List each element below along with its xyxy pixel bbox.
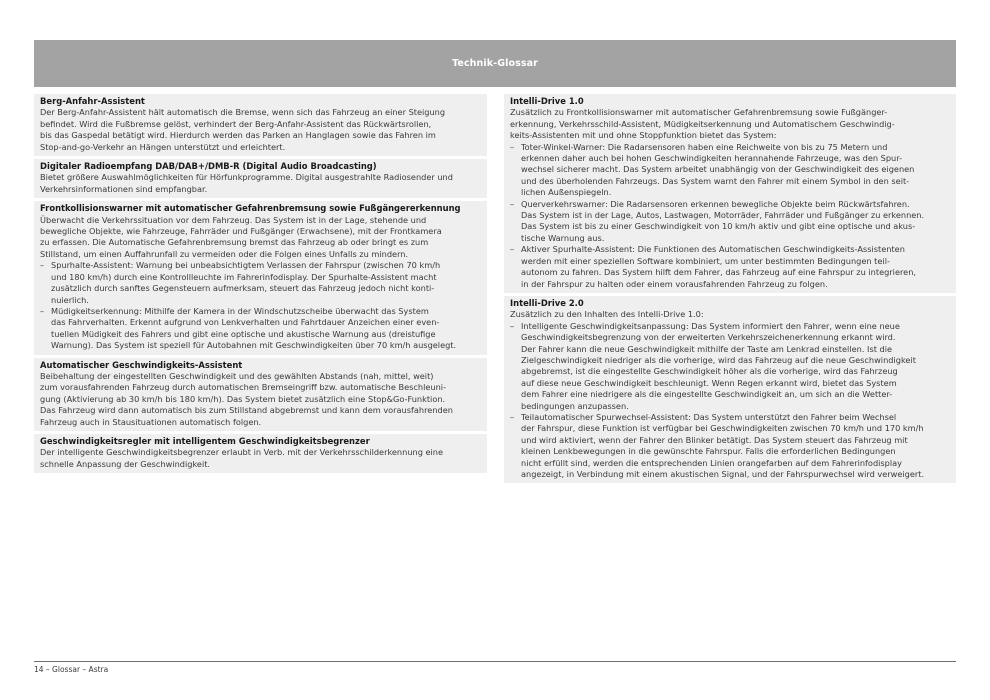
bullet-item — [510, 412, 950, 480]
bullet-text-line: zusätzlich durch sanftes Gegensteuern aufmerksam, steuert das Fahrzeug jedoch nicht konti- — [51, 283, 435, 294]
entry-title: Berg-Anfahr-Assistent — [40, 96, 145, 106]
bullet-text-line: und 180 km/h) durch eine Kontrollleuchte im Fahrerinfodisplay. Der Spurhalte-Assistent macht — [51, 271, 437, 282]
bullet-dash: – — [510, 141, 515, 152]
entry-text-line: Verkehrsinformationen sind empfangbar. — [40, 183, 208, 194]
bullet-text-line: Toter-Winkel-Warner: Die Radarsensoren haben eine Reichweite von bis zu 75 Metern und — [521, 141, 888, 152]
bullet-text — [521, 321, 950, 412]
entry-title: Automatischer Geschwindigkeits-Assistent — [40, 359, 243, 370]
bullet-text-line: Intelligente Geschwindigkeitsanpassung: Das System informiert den Fahrer, wenn eine neue — [521, 320, 900, 331]
right-column — [504, 94, 956, 486]
glossary-title: Technik-Glossar — [452, 58, 538, 69]
bullet-text — [521, 142, 950, 199]
bullet-text-line: bedingungen anzupassen. — [521, 400, 629, 411]
entry-text-line: zu erfassen. Die Automatische Gefahrenbremsung bremst das Fahrzeug ab oder bringt es zum — [40, 237, 429, 248]
bullet-text-line: Müdigkeitserkennung: Mithilfe der Kamera in der Windschutzscheibe überwacht das System — [51, 305, 429, 316]
glossary-entry — [34, 434, 487, 473]
bullet-text-line: werden mit einer speziellen Software kombiniert, um unter bestimmten Bedingungen teil- — [521, 255, 890, 266]
bullet-dash: – — [40, 260, 45, 271]
bullet-text-line: das Fahrverhalten. Erkennt aufgrund von Lenkverhalten und Fahrtdauer Anzeichen einer even- — [51, 317, 440, 328]
entry-text-line: Bietet größere Auswahlmöglichkeiten für Hörfunkprogramme. Digital ausgestrahlte Radiosender und — [40, 172, 453, 183]
bullet-text-line: in der Fahrspur zu halten oder einem vorausfahrenden Fahrzeug zu folgen. — [521, 278, 828, 289]
glossary-entry — [34, 358, 487, 431]
bullet-text-line: und des überholenden Fahrzeugs. Das System warnt den Fahrer mit einem Symbol in den seit- — [521, 175, 910, 186]
bullet-text-line: der Fahrspur, diese Funktion ist verfügbar bei Geschwindigkeiten zwischen 70 km/h und 170 km/h — [521, 423, 924, 434]
entry-text-line: schnelle Anpassung der Geschwindigkeit. — [40, 458, 211, 469]
entry-title: Frontkollisionswarner mit automatischer Gefahrenbremsung sowie Fußgängererkennung — [40, 203, 461, 214]
bullet-text-line: Spurhalte-Assistent: Warnung bei unbeabsichtigtem Verlassen der Fahrspur (zwischen 70 km/h — [51, 260, 441, 271]
bullet-text-line: Geschwindigkeitsbegrenzung von der erweiterten Verkehrszeichenerkennung erkannt wird. — [521, 332, 896, 343]
bullet-text-line: Das System ist bis zu einer Geschwindigkeit von 10 km/h aktiv und gibt eine optische und akus- — [521, 221, 916, 232]
bullet-text-line: Querverkehrswarner: Die Radarsensoren erkennen bewegliche Objekte beim Rückwärtsfahren. — [521, 198, 910, 209]
bullet-dash: – — [510, 198, 515, 209]
bullet-item — [510, 199, 950, 245]
bullet-item — [40, 306, 481, 352]
entry-text-line: befindet. Wird die Fußbremse gelöst, verhindert der Berg-Anfahr-Assistent das Rückwärtsrollen, — [40, 118, 432, 129]
entry-text-line: keits-Assistenten mit und ohne Stoppfunktion bietet das System: — [510, 130, 777, 141]
bullet-text-line: wechsel sicherer macht. Das System arbeitet unabhängig von der Geschwindigkeit des eigenen — [521, 164, 915, 175]
glossary-entry — [34, 201, 487, 354]
entry-text-line: Fahrzeug auch in Stausituationen automatisch folgen. — [40, 416, 262, 427]
bullet-text-line: dem Fahrer eine niedrigere als die eingestellte Geschwindigkeit an, um sich an die Wetter- — [521, 389, 893, 400]
bullet-text-line: Zielgeschwindigkeit niedriger als die vorherige, wird das Fahrzeug auf die neue Geschwindigkeit — [521, 354, 916, 365]
bullet-text-line: kleinen Lenkbewegungen in die gewünschte Fahrspur. Falls die erforderlichen Bedingungen — [521, 446, 896, 457]
bullet-text-line: tuellen Müdigkeit des Fahrers und gibt eine optische und akustische Warnung aus (dreistufige — [51, 328, 436, 339]
bullet-text-line: abgebremst, ist die eingestellte Geschwindigkeit höher als die vorherige, wird das Fahrzeug — [521, 366, 898, 377]
entry-text-line: Beibehaltung der eingestellten Geschwindigkeit und des gewählten Abstands (nah, mittel, weit) — [40, 370, 434, 381]
entry-text-line: bis das Gaspedal betätigt wird. Hierdurch werden das Parken an Hanglagen sowie das Fahren im — [40, 130, 436, 141]
entry-text-line: erkennung, Verkehrsschild-Assistent, Müdigkeitserkennung und Automatischem Geschwindig- — [510, 118, 895, 129]
entry-text-line: Stop-and-go-Verkehr an Hängen unterstützt und erleichtert. — [40, 141, 286, 152]
bullet-dash: – — [510, 411, 515, 422]
bullet-text — [51, 260, 481, 306]
bullet-text — [521, 412, 950, 480]
bullet-item — [510, 244, 950, 290]
bullet-item — [510, 142, 950, 199]
bullet-text — [521, 199, 950, 245]
bullet-text-line: Warnung). Das System ist speziell für Autobahnen mit Geschwindigkeiten über 70 km/h ausgelegt. — [51, 340, 457, 351]
entry-title: Digitaler Radioempfang DAB/DAB+/DMB-R (Digital Audio Broadcasting) — [40, 161, 377, 172]
bullet-text-line: erkennen daher auch bei hohen Geschwindigkeiten herannahende Fahrzeuge, was den Spur- — [521, 153, 903, 164]
bullet-text-line: nicht erfüllt sind, werden die entsprechenden Linien orangefarben auf dem Fahrerinfodisplay — [521, 457, 903, 468]
bullet-text-line: nuierlich. — [51, 294, 89, 305]
entry-text-line: Zusätzlich zu Frontkollisionswarner mit automatischer Gefahrenbremsung sowie Fußgänger- — [510, 107, 888, 118]
entry-text-line: Stillstand, um einen Auffahrunfall zu vermeiden oder die Folgen eines Unfalls zu mindern. — [40, 248, 409, 259]
bullet-item — [40, 260, 481, 306]
left-column — [34, 94, 487, 476]
glossary-entry — [504, 94, 956, 293]
entry-text-line: Das Fahrzeug wird dann automatisch bis zum Stillstand abgebremst und kann dem vorausfahrenden — [40, 405, 453, 416]
bullet-text-line: lichen Außenspiegeln. — [521, 187, 612, 198]
bullet-item — [510, 321, 950, 412]
bullet-text-line: auf diese neue Geschwindigkeit beschleunigt. Wenn Regen erkannt wird, bietet das System — [521, 377, 897, 388]
bullet-text-line: Das System ist in der Lage, Autos, Lastwagen, Motorräder, Fahrräder und Fußgänger zu erkennen. — [521, 210, 925, 221]
bullet-text-line: Teilautomatischer Spurwechsel-Assistent: Das System unterstützt den Fahrer beim Wechsel — [521, 411, 897, 422]
bullet-text-line: und wird aktiviert, wenn der Fahrer den Blinker betätigt. Das System steuert das Fahrzeug mit — [521, 434, 908, 445]
bullet-text-line: angezeigt, in Verbindung mit einem akustischen Signal, und der Fahrspurwechsel wird verweigert. — [521, 469, 925, 479]
glossary-header — [34, 40, 956, 87]
bullet-text — [51, 306, 481, 352]
glossary-entry — [34, 94, 487, 156]
bullet-text-line: autonom zu fahren. Das System hilft dem Fahrer, das Fahrzeug auf eine Fahrspur zu integrieren, — [521, 267, 916, 278]
glossary-entry — [504, 296, 956, 484]
page-footer: 14 – Glossar – Astra — [34, 665, 109, 674]
entry-text-line: Der Berg-Anfahr-Assistent hält automatisch die Bremse, wenn sich das Fahrzeug an einer Steigung — [40, 107, 446, 118]
entry-text-line: Zusätzlich zu den Inhalten des Intelli-Drive 1.0: — [510, 309, 704, 320]
entry-text-line: Der intelligente Geschwindigkeitsbegrenzer erlaubt in Verb. mit der Verkehrsschilderkennung eine — [40, 447, 444, 458]
entry-text-line: Überwacht die Verkehrssituation vor dem Fahrzeug. Das System ist in der Lage, stehende und — [40, 214, 427, 225]
bullet-text-line: Der Fahrer kann die neue Geschwindigkeit mithilfe der Taste am Lenkrad einstellen. Ist die — [521, 343, 893, 354]
footer-divider — [34, 661, 956, 662]
entry-text-line: zum vorausfahrenden Fahrzeug durch automatischen Bremseingriff bzw. automatische Beschleuni- — [40, 382, 447, 393]
entry-title: Intelli-Drive 2.0 — [510, 297, 584, 308]
glossary-entry — [34, 159, 487, 198]
bullet-text-line: tische Warnung aus. — [521, 232, 605, 243]
entry-title: Intelli-Drive 1.0 — [510, 96, 584, 106]
bullet-text-line: Aktiver Spurhalte-Assistent: Die Funktionen des Automatischen Geschwindigkeits-Assistenten — [521, 244, 905, 255]
entry-text-line: gung (Aktivierung ab 30 km/h bis 180 km/h). Das System bietet zusätzlich eine Stop&Go-Funktion. — [40, 393, 446, 404]
bullet-dash: – — [510, 320, 515, 331]
bullet-dash: – — [40, 305, 45, 316]
entry-text-line: bewegliche Objekte, wie Fahrzeuge, Fahrräder und Fußgänger (Erwachsene), mit der Frontkamera — [40, 226, 442, 237]
bullet-dash: – — [510, 244, 515, 255]
entry-title: Geschwindigkeitsregler mit intelligentem Geschwindigkeitsbegrenzer — [40, 435, 370, 446]
bullet-text — [521, 244, 950, 290]
